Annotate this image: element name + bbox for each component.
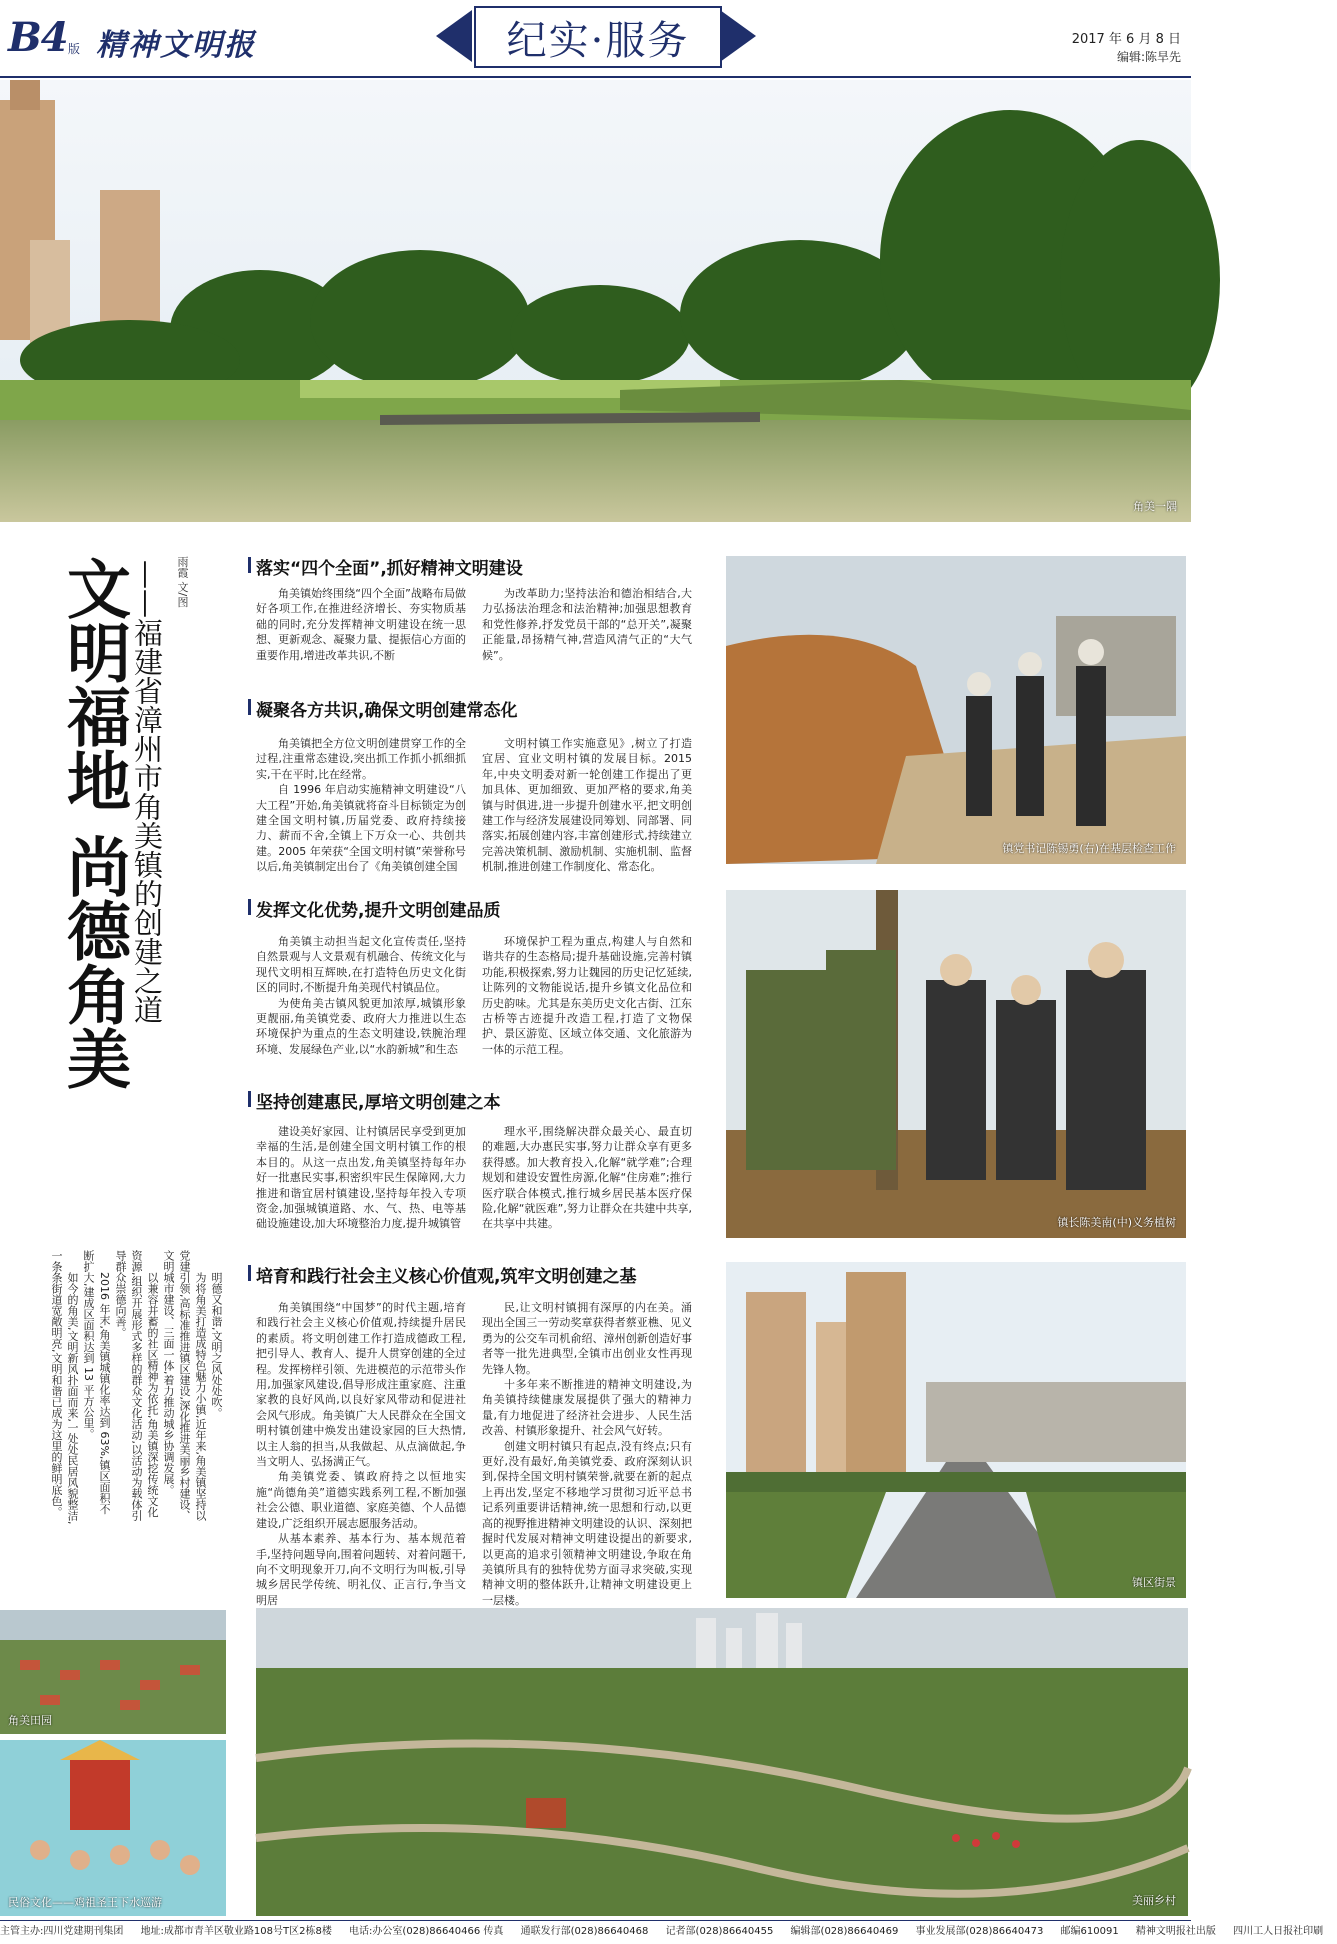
page-number-suffix: 版	[68, 42, 81, 56]
issue-date: 2017 年 6 月 8 日	[1071, 32, 1181, 47]
section-heading-4: 坚持创建惠民,厚培文明创建之本	[256, 1088, 500, 1113]
village-aerial-illustration	[256, 1608, 1188, 1916]
tree-planting-illustration	[726, 890, 1186, 1238]
photo-street-view	[726, 1262, 1186, 1598]
section-arrow-right-icon	[720, 10, 756, 62]
vertical-paragraph: 2016 年末,角美镇城镇化率达到 63%,镇区面积不断扩大,建成区面积达到 13 平方公里。	[82, 1250, 111, 1515]
street-view-illustration	[726, 1262, 1186, 1598]
editor-credit: 编辑:陈旱先	[1116, 50, 1181, 64]
footer-item: 精神文明报社出版	[1135, 1926, 1216, 1937]
paragraph: 角美镇始终围绕“四个全面”战略布局做好各项工作,在推进经济增长、夯实物质基础的同时,充分发挥精神文明建设在统一思想、更新观念、凝聚力量、提振信心方面的重要作用,增进改革共识,不断	[256, 587, 466, 662]
section-1-column-2	[482, 586, 692, 676]
footer-item: 编辑部(028)86640469	[790, 1926, 899, 1937]
footer-item: 电话:办公室(028)86640466 传真	[349, 1926, 504, 1937]
photo-fields	[0, 1610, 226, 1734]
vertical-paragraph: 为将角美打造成特色魅力小镇,近年来,角美镇坚持以党建引领,高标准推进镇区建设,深化推进美丽乡村建设、文明城市建设、三面一体,着力推动城乡协调发展。	[162, 1250, 207, 1521]
paragraph: 角美镇围绕“中国梦”的时代主题,培育和践行社会主义核心价值观,持续提升居民的素质。将文明创建工作打造成德政工程,把引导人、教育人、提升人贯穿创建的全过程。发挥榜样引领、先进模范的示范带头作用,加强家风建设,倡导形成注重家庭、注重家教的良好风尚,以良好家风带动和促进社会风气形成。角美镇广大人民群众在全国文明村镇创建中焕发出建设家园的巨大热情,以主人翁的担当,从我做起、从点滴做起,争当文明人、弘扬满正气。	[256, 1301, 466, 1469]
section-3-column-2	[482, 934, 692, 1074]
paragraph: 理水平,围绕解决群众最关心、最直切的难题,大办惠民实事,努力让群众享有更多获得感。加大教育投入,化解“就学难”;合理规划和建设安置性房源,化解“住房难”;推行医疗联合体模式,推行城乡居民基本医疗保险,化解“就医难”,努力让群众在共建中共享,在共享中共建。	[482, 1125, 692, 1231]
footer-item: 主管主办:四川党建期刊集团	[0, 1926, 124, 1937]
paragraph: 民,让文明村镇拥有深厚的内在美。涌现出全国三一劳动奖章获得者蔡亚樵、见义勇为的公交车司机俞绍、漳州创新创造好事者等一批先进典型,全镇市出创业女性再现先锋人物。	[482, 1301, 692, 1376]
headline: 文明福地 尚德角美	[56, 556, 131, 1091]
subheadline: ——福建省漳州市角美镇的创建之道	[130, 560, 164, 1024]
section-arrow-left-icon	[436, 10, 472, 62]
paragraph: 环境保护工程为重点,构建人与自然和谐共存的生态格局;提升基础设施,完善村镇功能,积极探索,努力让魏园的历史记忆延续,让陈列的文物能说话,提升乡镇文化品位和历史韵味。尤其是东美历史文化古街、江东古桥等古迹提升改造工程,打造了文物保护、景区游览、区域立体交通、文化旅游为一体的示范工程。	[482, 935, 692, 1056]
section-1-column-1	[256, 586, 466, 676]
photo-tree-planting	[726, 890, 1186, 1238]
paragraph: 角美镇把全方位文明创建贯穿工作的全过程,注重常态建设,突出抓工作抓小抓细抓实,干在平时,比在经常。	[256, 737, 466, 781]
section-2-column-1	[256, 736, 466, 876]
footer-item: 邮编610091	[1060, 1926, 1119, 1937]
section-heading-1: 落实“四个全面”,抓好精神文明建设	[256, 554, 523, 579]
page-number: B4	[8, 14, 68, 61]
section-heading-3: 发挥文化优势,提升文明创建品质	[256, 896, 500, 921]
newspaper-name: 精神文明报	[96, 28, 256, 63]
paragraph: 为改革助力;坚持法治和德治相结合,大力弘扬法治理念和法治精神;加强思想教育和党性修养,抒发党员干部的“总开关”,凝聚正能量,昂扬精气神,营造风清气正的“大气候”。	[482, 587, 692, 662]
vertical-paragraph: 如今的角美,文明新风扑面而来,一处处民居风貌整洁,一条条街道宽敞明亮,文明和谐已成为这里的鲜明底色。	[50, 1250, 79, 1525]
footer-item: 四川工人日报社印刷	[1233, 1926, 1324, 1937]
top-photo-caption: 角美一隅	[1133, 500, 1177, 513]
bottom-left-photo-2-caption: 民俗文化——鸡祖圣王下水巡游	[8, 1896, 162, 1909]
section-heading-5: 培育和践行社会主义核心价值观,筑牢文明创建之基	[256, 1262, 636, 1287]
inspection-illustration	[726, 556, 1186, 864]
section-3-column-1	[256, 934, 466, 1074]
vertical-text-block	[14, 1250, 224, 1525]
section-2-column-2	[482, 736, 692, 876]
page-header	[0, 0, 1191, 78]
photo-folk-festival	[0, 1740, 226, 1916]
bottom-left-photo-1-caption: 角美田园	[8, 1714, 52, 1727]
section-heading-2: 凝聚各方共识,确保文明创建常态化	[256, 696, 517, 721]
section-title: 纪实·服务	[506, 17, 690, 64]
section-4-column-2	[482, 1124, 692, 1260]
paragraph: 创建文明村镇只有起点,没有终点;只有更好,没有最好,角美镇党委、政府深刻认识到,保持全国文明村镇荣誉,就要在新的起点上再出发,坚定不移地学习贯彻习近平总书记系列重要讲话精神,统一思想和行动,以更高的视野推进精神文明建设的认识、深刻把握时代发展对精神文明建设提出的新要求,以更高的追求引领精神文明建设,争取在角美镇所具有的独特优势方面寻求突破,实现精神文明的整体跃升,让精神文明建设更上一层楼。	[482, 1439, 692, 1607]
bottom-photo-caption: 美丽乡村	[1132, 1894, 1176, 1907]
photo-village-aerial	[256, 1608, 1188, 1916]
footer	[0, 1920, 1324, 1944]
landscape-illustration	[0, 80, 1191, 522]
paragraph: 为使角美古镇风貌更加浓厚,城镇形象更靓丽,角美镇党委、政府大力推进以生态环境保护为重点的生态文明建设,铁腕治理环境、发展绿色产业,以“水韵新城”和生态	[256, 996, 466, 1056]
footer-item: 事业发展部(028)86640473	[915, 1926, 1044, 1937]
section-banner	[474, 6, 722, 68]
vertical-paragraph: 明德又和谐,文明之风处处吹。	[210, 1272, 223, 1419]
section-5-column-2	[482, 1300, 692, 1607]
paragraph: 建设美好家园、让村镇居民享受到更加幸福的生活,是创建全国文明村镇工作的根本目的。从这一点出发,角美镇坚持每年办好一批惠民实事,积密织牢民生保障网,大力推进和谐宜居村镇建设,坚持每年投入专项资金,加强城镇道路、水、气、热、电等基础设施建设,加大环境整治力度,提升城镇管	[256, 1125, 466, 1231]
photo-1-caption: 镇党书记陈锡勇(右)在基层检查工作	[1002, 842, 1176, 855]
paragraph: 角美镇主动担当起文化宣传责任,坚持自然景观与人文景观有机融合、传统文化与现代文明相互辉映,在打造特色历史文化街区的同时,不断提升角美现代村镇品位。	[256, 935, 466, 995]
photo-2-caption: 镇长陈美南(中)义务植树	[1057, 1216, 1176, 1229]
footer-item: 地址:成都市青羊区敬业路108号T区2栋8楼	[140, 1926, 332, 1937]
paragraph: 从基本素养、基本行为、基本规范着手,坚持问题导向,围着问题转、对着问题干,向不文明现象开刀,向不文明行为叫板,引导城乡居民学传统、明礼仪、正言行,争当文明居	[256, 1532, 466, 1607]
photo-3-caption: 镇区街景	[1132, 1576, 1176, 1589]
paragraph: 十多年来不断推进的精神文明建设,为角美镇持续健康发展提供了强大的精神力量,有力地促进了经济社会进步、人民生活改善、村镇形象提升、社会风气好转。	[482, 1378, 692, 1438]
footer-item: 通联发行部(028)86640468	[520, 1926, 649, 1937]
section-5-column-1	[256, 1300, 466, 1607]
top-landscape-photo	[0, 80, 1191, 522]
footer-item: 记者部(028)86640455	[665, 1926, 774, 1937]
photo-inspection	[726, 556, 1186, 864]
section-4-column-1	[256, 1124, 466, 1260]
paragraph: 角美镇党委、镇政府持之以恒地实施“尚德角美”道德实践系列工程,不断加强社会公德、职业道德、家庭美德、个人品德建设,广泛组织开展志愿服务活动。	[256, 1470, 466, 1530]
paragraph: 自 1996 年启动实施精神文明建设“八大工程”开始,角美镇就将奋斗目标锁定为创建全国文明村镇,历届党委、政府持续接力、薪而不舍,全镇上下万众一心、共创共建。2005 年荣获“全国文明村镇”荣誉称号以后,角美镇制定出台了《角美镇创建全国	[256, 783, 466, 874]
paragraph: 文明村镇工作实施意见》,树立了打造宜居、宜业文明村镇的发展目标。2015 年,中央文明委对新一轮创建工作提出了更加具体、更加细致、更加严格的要求,角美镇与时俱进,进一步提升创建水平,把文明创建工作与经济发展建设同筹划、同部署、同落实,拓展创建内容,丰富创建形式,持续建立完善决策机制、激励机制、实施机制、监督机制,推进创建工作制度化、常态化。	[482, 737, 692, 874]
folk-festival-illustration	[0, 1740, 226, 1916]
vertical-paragraph: 以兼容并蓄的社区精神为依托,角美镇深挖传统文化资源,组织开展形式多样的群众文化活动,以活动为载体引导群众崇德向善。	[114, 1250, 159, 1521]
byline: 雨霞 文/图	[176, 556, 189, 608]
